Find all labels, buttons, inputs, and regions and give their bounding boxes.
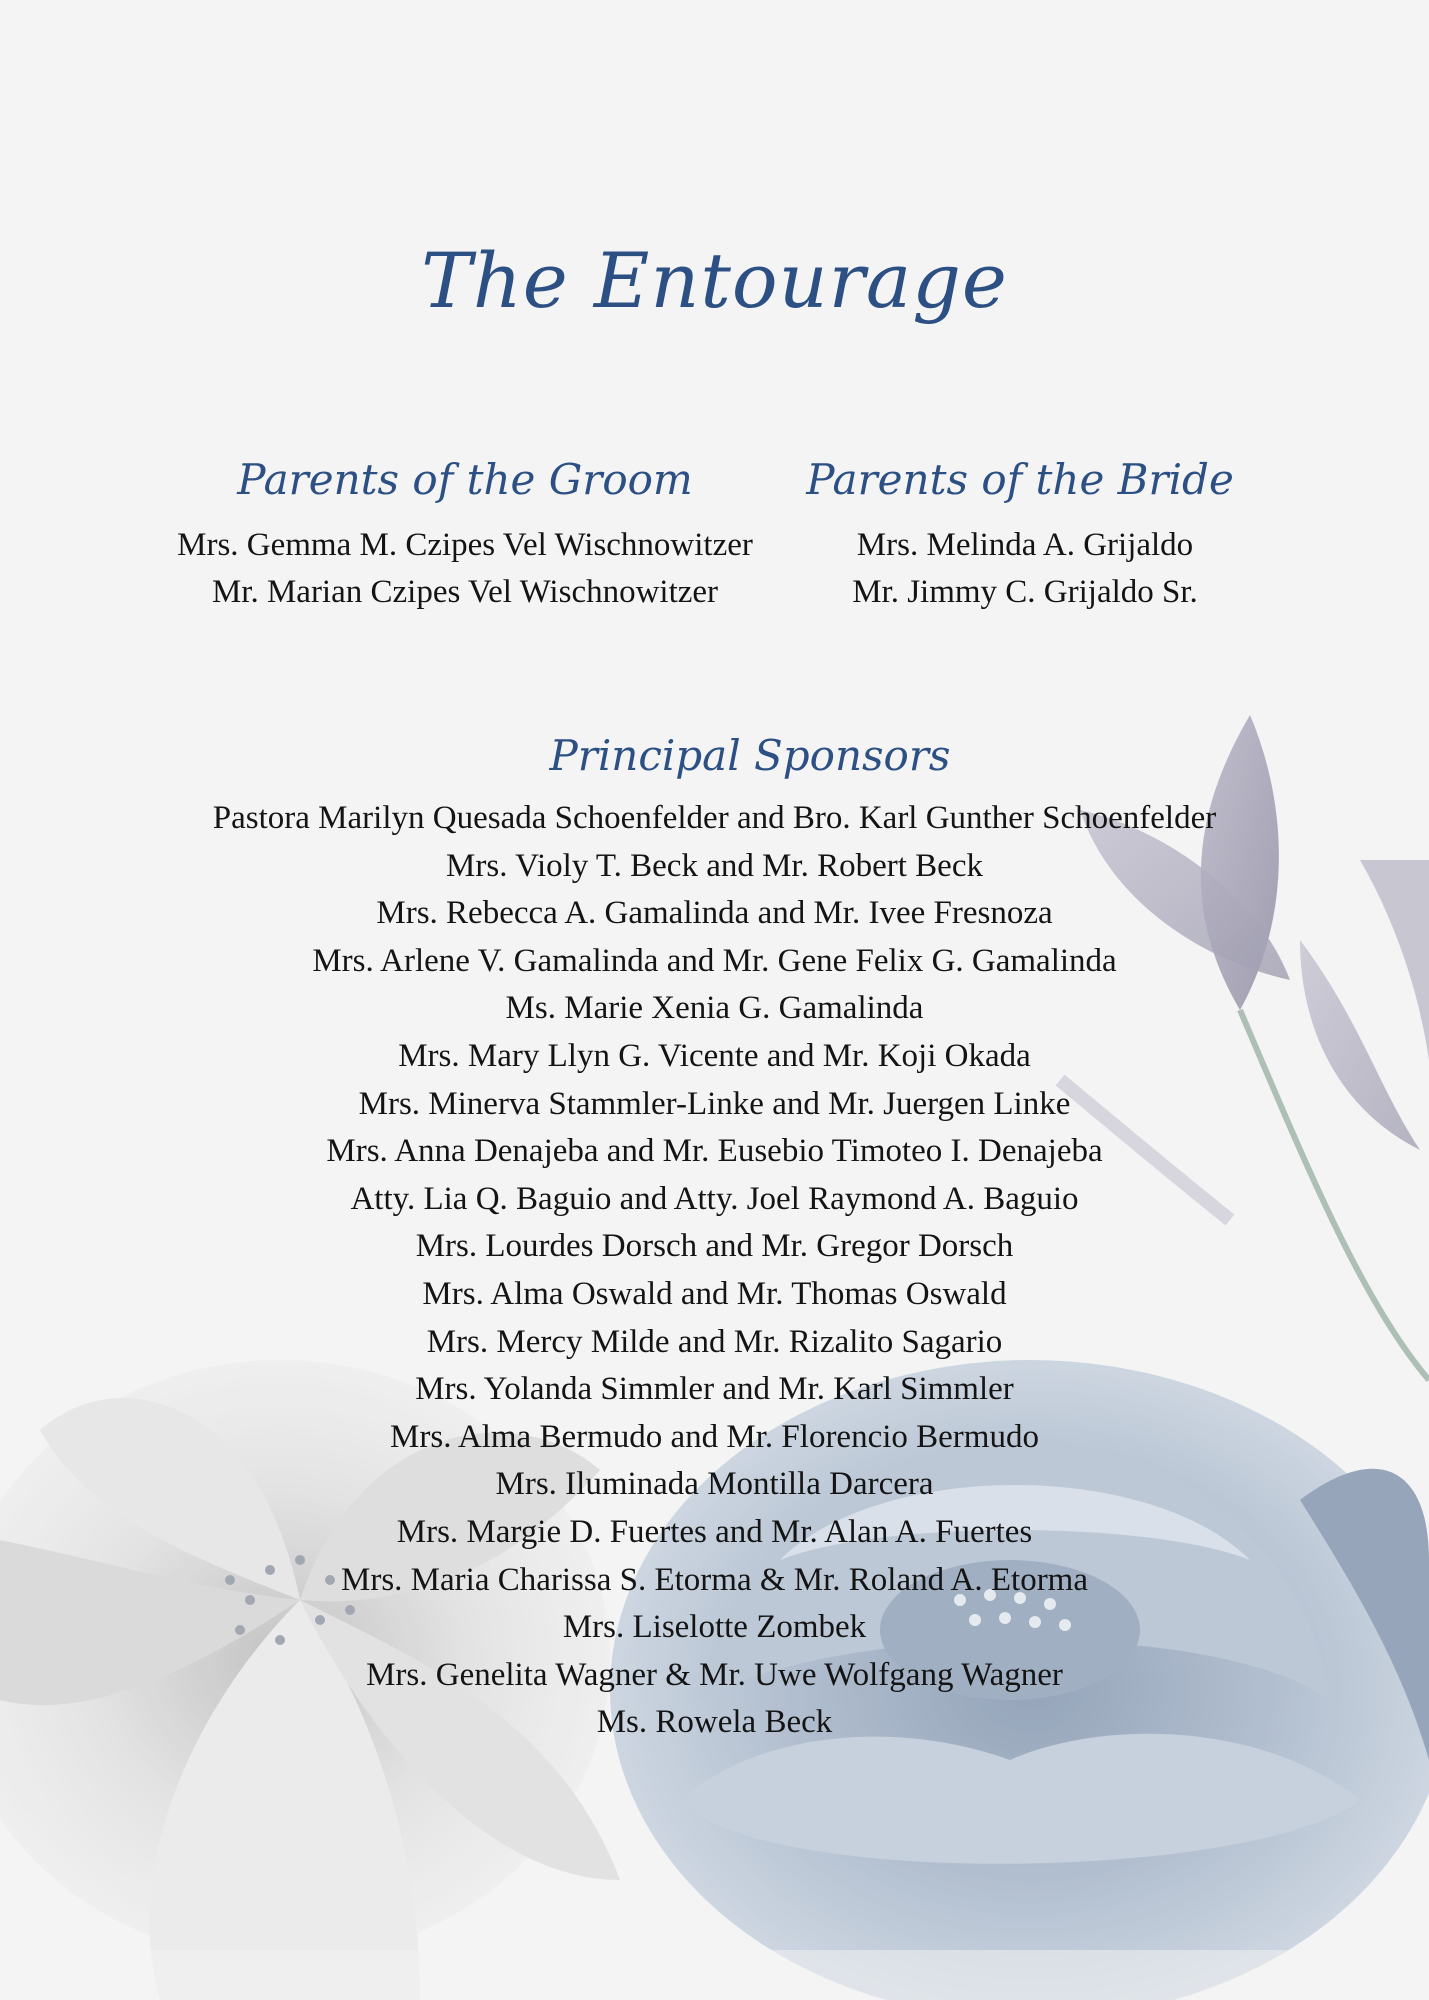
- bride-parents-heading: Parents of the Bride: [806, 455, 1234, 504]
- sponsor-name: Ms. Marie Xenia G. Gamalinda: [505, 990, 924, 1027]
- sponsor-name: Mrs. Genelita Wagner & Mr. Uwe Wolfgang Wagner: [366, 1656, 1063, 1693]
- groom-parents-heading: Parents of the Groom: [237, 455, 693, 504]
- sponsor-name: Atty. Lia Q. Baguio and Atty. Joel Raymond A. Baguio: [350, 1180, 1079, 1217]
- groom-parent-name: Mr. Marian Czipes Vel Wischnowitzer: [211, 574, 719, 610]
- sponsor-name: Mrs. Lourdes Dorsch and Mr. Gregor Dorsch: [415, 1228, 1014, 1265]
- sponsor-name: Mrs. Liselotte Zombek: [562, 1609, 867, 1646]
- bride-parent-name: Mr. Jimmy C. Grijaldo Sr.: [852, 574, 1198, 610]
- sponsor-name: Mrs. Rebecca A. Gamalinda and Mr. Ivee Fresnoza: [376, 895, 1053, 932]
- sponsor-name: Mrs. Alma Bermudo and Mr. Florencio Bermudo: [390, 1418, 1039, 1455]
- groom-parent-name: Mrs. Gemma M. Czipes Vel Wischnowitzer: [177, 527, 753, 563]
- sponsor-name: Mrs. Anna Denajeba and Mr. Eusebio Timoteo I. Denajeba: [326, 1133, 1103, 1170]
- page-title: The Entourage: [421, 236, 1008, 325]
- sponsor-name: Mrs. Minerva Stammler-Linke and Mr. Juergen Linke: [358, 1085, 1071, 1122]
- sponsor-name: Mrs. Iluminada Montilla Darcera: [495, 1466, 934, 1503]
- principal-sponsors-heading: Principal Sponsors: [549, 731, 951, 780]
- sponsor-name: Mrs. Maria Charissa S. Etorma & Mr. Roland A. Etorma: [341, 1561, 1088, 1598]
- bride-parents-list: [810, 522, 1240, 616]
- sponsor-name: Mrs. Mary Llyn G. Vicente and Mr. Koji Okada: [398, 1037, 1031, 1074]
- principal-sponsors-list: [0, 795, 1429, 1747]
- bride-parent-name: Mrs. Melinda A. Grijaldo: [856, 527, 1194, 563]
- groom-parents-list: [140, 522, 790, 616]
- sponsor-name: Mrs. Mercy Milde and Mr. Rizalito Sagario: [426, 1323, 1003, 1360]
- sponsor-name: Ms. Rowela Beck: [596, 1704, 833, 1741]
- sponsor-name: Mrs. Violy T. Beck and Mr. Robert Beck: [446, 847, 983, 884]
- sponsor-name: Mrs. Yolanda Simmler and Mr. Karl Simmler: [415, 1371, 1014, 1408]
- sponsor-name: Mrs. Margie D. Fuertes and Mr. Alan A. Fuertes: [396, 1513, 1033, 1550]
- sponsor-name: Mrs. Alma Oswald and Mr. Thomas Oswald: [422, 1275, 1007, 1312]
- sponsor-name: Mrs. Arlene V. Gamalinda and Mr. Gene Felix G. Gamalinda: [312, 942, 1117, 979]
- sponsor-name: Pastora Marilyn Quesada Schoenfelder and Bro. Karl Gunther Schoenfelder: [212, 800, 1217, 836]
